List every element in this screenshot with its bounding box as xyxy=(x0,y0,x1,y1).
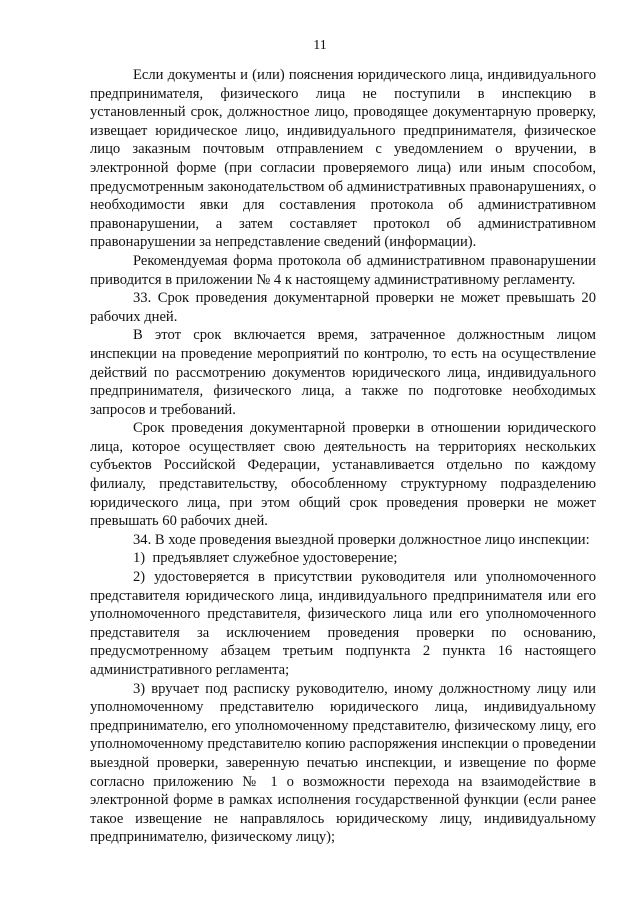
page-number: 11 xyxy=(313,38,327,53)
paragraph-clause-33: 33. Срок проведения документарной проверки не может превышать 20 рабочих дней. xyxy=(90,290,596,325)
paragraph: В этот срок включается время, затраченное должностным лицом инспекции на проведение мероприятий по контролю, то есть на осуществление действий по рассмотрению документов юридического лица, индивидуального предпринимателя, физического лица, а также по подготовке необходимых запросов и требований. xyxy=(90,327,596,418)
list-item-2: 2) удостоверяется в присутствии руководителя или уполномоченного представителя юридического лица, индивидуального предпринимателя или его уполномоченного представителя, физического лица или его уполномоченного представителя за исключением проведения проверки по основанию, предусмотренному абзацем третьим подпункта 2 пункта 16 настоящего административного регламента; xyxy=(90,569,596,678)
paragraph-clause-34: 34. В ходе проведения выездной проверки должностное лицо инспекции: xyxy=(133,531,590,548)
paragraph: Срок проведения документарной проверки в отношении юридического лица, которое осуществляет свою деятельность на территориях нескольких субъектов Российской Федерации, устанавливается отдельно по каждому филиалу, представительству, обособленному структурному подразделению юридического лица, при этом общий срок проведения проверки не может превышать 60 рабочих дней. xyxy=(90,420,596,530)
list-item-1: 1) предъявляет служебное удостоверение; xyxy=(133,550,398,567)
paragraph: Если документы и (или) пояснения юридического лица, индивидуального предпринимателя, физического лица не поступили в инспекцию в установленный срок, должностное лицо, проводящее документарную проверку, извещает юридическое лицо, индивидуального предпринимателя, физическое лицо заказным почтовым отправлением с уведомлением о вручении, в электронной форме (при согласии проверяемого лица) или иным способом, предусмотренным законодательством об административных правонарушениях, о необходимости явки для составления протокола об административном правонарушении, а затем составляет протокол об административном правонарушении за непредставление сведений (информации). xyxy=(90,67,596,251)
paragraph: Рекомендуемая форма протокола об административном правонарушении приводится в приложении № 4 к настоящему административному регламенту. xyxy=(90,252,596,288)
body-text xyxy=(90,66,596,847)
list-item-3: 3) вручает под расписку руководителю, иному должностному лицу или уполномоченному представителю юридического лица, индивидуальному предпринимателю, его уполномоченному представителю, физическому лицу, его уполномоченному представителю копию распоряжения инспекции о проведении выездной проверки, заверенную печатью инспекции, и извещение по форме согласно приложению № 1 о возможности перехода на взаимодействие в электронной форме в рамках исполнения государственной функции (если ранее такое извещение не направлялось юридическому лицу, индивидуальному предпринимателю, физическому лицу); xyxy=(90,680,596,846)
